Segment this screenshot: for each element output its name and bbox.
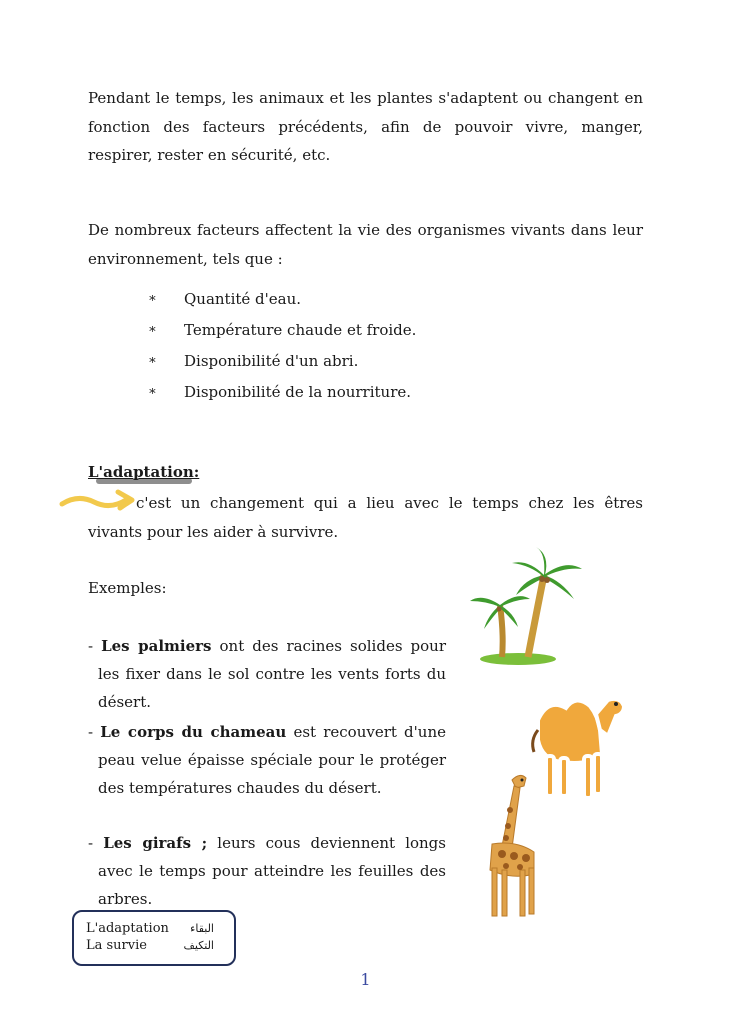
example-palm: - Les palmiers ont des racines solides pour les fixer dans le sol contre les vents forts du désert. xyxy=(88,637,447,711)
list-item xyxy=(148,287,416,318)
bullet-icon: ∗ xyxy=(148,291,157,306)
list-item xyxy=(148,349,416,380)
bullet-icon: ∗ xyxy=(148,353,157,368)
list-item-text: Disponibilité d'un abri. xyxy=(184,352,359,370)
palm-trees-image xyxy=(466,545,586,669)
example-camel: - Le corps du chameau est recouvert d'une peau velue épaisse spéciale pour le protéger des températures chaudes du désert. xyxy=(88,723,446,797)
list-item-text: Quantité d'eau. xyxy=(184,290,302,308)
glossary-box xyxy=(72,910,236,966)
examples-title: Exemples: xyxy=(88,579,167,597)
glossary-term-fr: La survie xyxy=(86,938,147,953)
list-item-text: Disponibilité de la nourriture. xyxy=(184,383,412,401)
example-giraffe: - Les girafs ; leurs cous deviennent longs avec le temps pour atteindre les feuilles des arbres. xyxy=(88,834,446,908)
giraffe-image xyxy=(476,770,546,920)
glossary-term-ar: التكيف xyxy=(183,939,214,952)
page-number: 1 xyxy=(360,970,371,989)
factors-list xyxy=(148,287,416,411)
glossary-term-fr: L'adaptation xyxy=(86,921,169,936)
adaptation-heading: L'adaptation: xyxy=(88,463,200,481)
list-item xyxy=(148,380,416,411)
adaptation-definition: c'est un changement qui a lieu avec le temps chez les êtres vivants pour les aider à survivre. xyxy=(88,494,643,541)
bullet-icon: ∗ xyxy=(148,384,157,399)
factors-intro: De nombreux facteurs affectent la vie des organismes vivants dans leur environnement, tels que : xyxy=(88,221,643,268)
bullet-icon: ∗ xyxy=(148,322,157,337)
intro-paragraph: Pendant le temps, les animaux et les plantes s'adaptent ou changent en fonction des facteurs précédents, afin de pouvoir vivre, manger, respirer, rester en sécurité, etc. xyxy=(88,89,643,164)
list-item-text: Température chaude et froide. xyxy=(184,321,417,339)
list-item xyxy=(148,318,416,349)
glossary-term-ar: البقاء xyxy=(190,922,214,935)
